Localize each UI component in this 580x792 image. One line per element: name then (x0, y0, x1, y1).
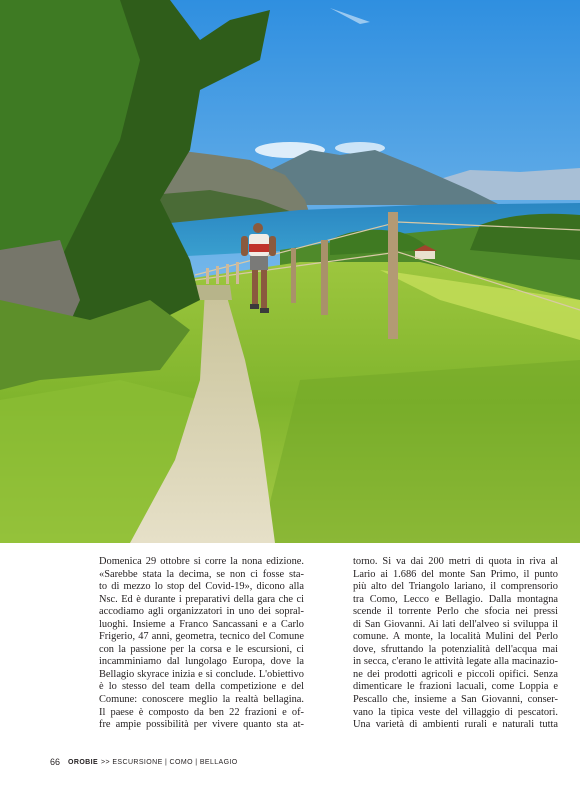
text-line: dove, sfruttando la potenzialità dell'acqua mai (353, 643, 558, 655)
text-line: ne dei prodotti agricoli e piccoli opifici. Senza (353, 668, 558, 680)
text-line: Nsc. Ed è durante i preparativi della gara che ci (99, 593, 304, 605)
text-line: Una varietà di ambienti rurali e naturali tutta (353, 719, 558, 731)
text-line: Pescallo che, insieme a San Giovanni, conser- (353, 694, 558, 706)
text-line: Bellagio skyrace inizia e si conclude. L'obiettivo (99, 668, 304, 680)
article-column-right (353, 556, 558, 732)
text-line: più alto del Triangolo lariano, il comprensorio (353, 581, 558, 593)
text-line: Il paese è composto da ben 22 frazioni e of- (99, 706, 304, 718)
text-line: in secca, c'erano le attività legate alla macinazio- (353, 656, 558, 668)
text-line: Comune: conoscere meglio la realtà bellagina. (99, 694, 304, 706)
article-body (99, 556, 558, 732)
magazine-name: OROBIE (68, 758, 99, 766)
text-line: è lo stesso del team della competizione e del (99, 681, 304, 693)
page-footer (50, 757, 238, 767)
text-line: di San Giovanni. Ai lati dell'alveo si sviluppa il (353, 618, 558, 630)
text-line: to di mezzo lo stop del Covid-19», dicono alla (99, 581, 304, 593)
text-line: dimenticare le frazioni lacuali, come Loppia e (353, 681, 558, 693)
article-column-left (99, 556, 304, 732)
text-line: accodiamo agli organizzatori in uno dei sopral- (99, 606, 304, 618)
text-line: scende il torrente Perlo che sfocia nei pressi (353, 606, 558, 618)
text-line: Frigerio, 47 anni, geometra, tecnico del Comune (99, 631, 304, 643)
text-line: «Sarebbe stata la decima, se non ci fosse sta- (99, 568, 304, 580)
text-line: fre ampie possibilità per vivere quanto sta at- (99, 719, 304, 731)
text-line: vano la tipica veste del villaggio di pescatori. (353, 706, 558, 718)
footpath-far (195, 285, 232, 300)
text-line: Domenica 29 ottobre si corre la nona edizione. (99, 556, 304, 567)
text-line: torno. Si va dai 200 metri di quota in riva al (353, 556, 558, 567)
house (415, 250, 435, 259)
text-line: incamminiamo dal lungolago Europa, dove la (99, 656, 304, 668)
text-line: con la passione per la corsa e le escursioni, ci (99, 643, 304, 655)
text-line: luoghi. Insieme a Franco Sancassani e a Carlo (99, 618, 304, 630)
section-breadcrumb: >> ESCURSIONE | COMO | BELLAGIO (101, 758, 238, 766)
text-line: comune. A monte, la località Mulini del Perlo (353, 631, 558, 643)
text-line: tra Como, Lecco e Bellagio. Dalla montagna (353, 593, 558, 605)
text-line: Lario ai 1.686 del monte San Primo, il punto (353, 568, 558, 580)
page-number: 66 (50, 757, 61, 767)
grass-patch (260, 360, 580, 543)
